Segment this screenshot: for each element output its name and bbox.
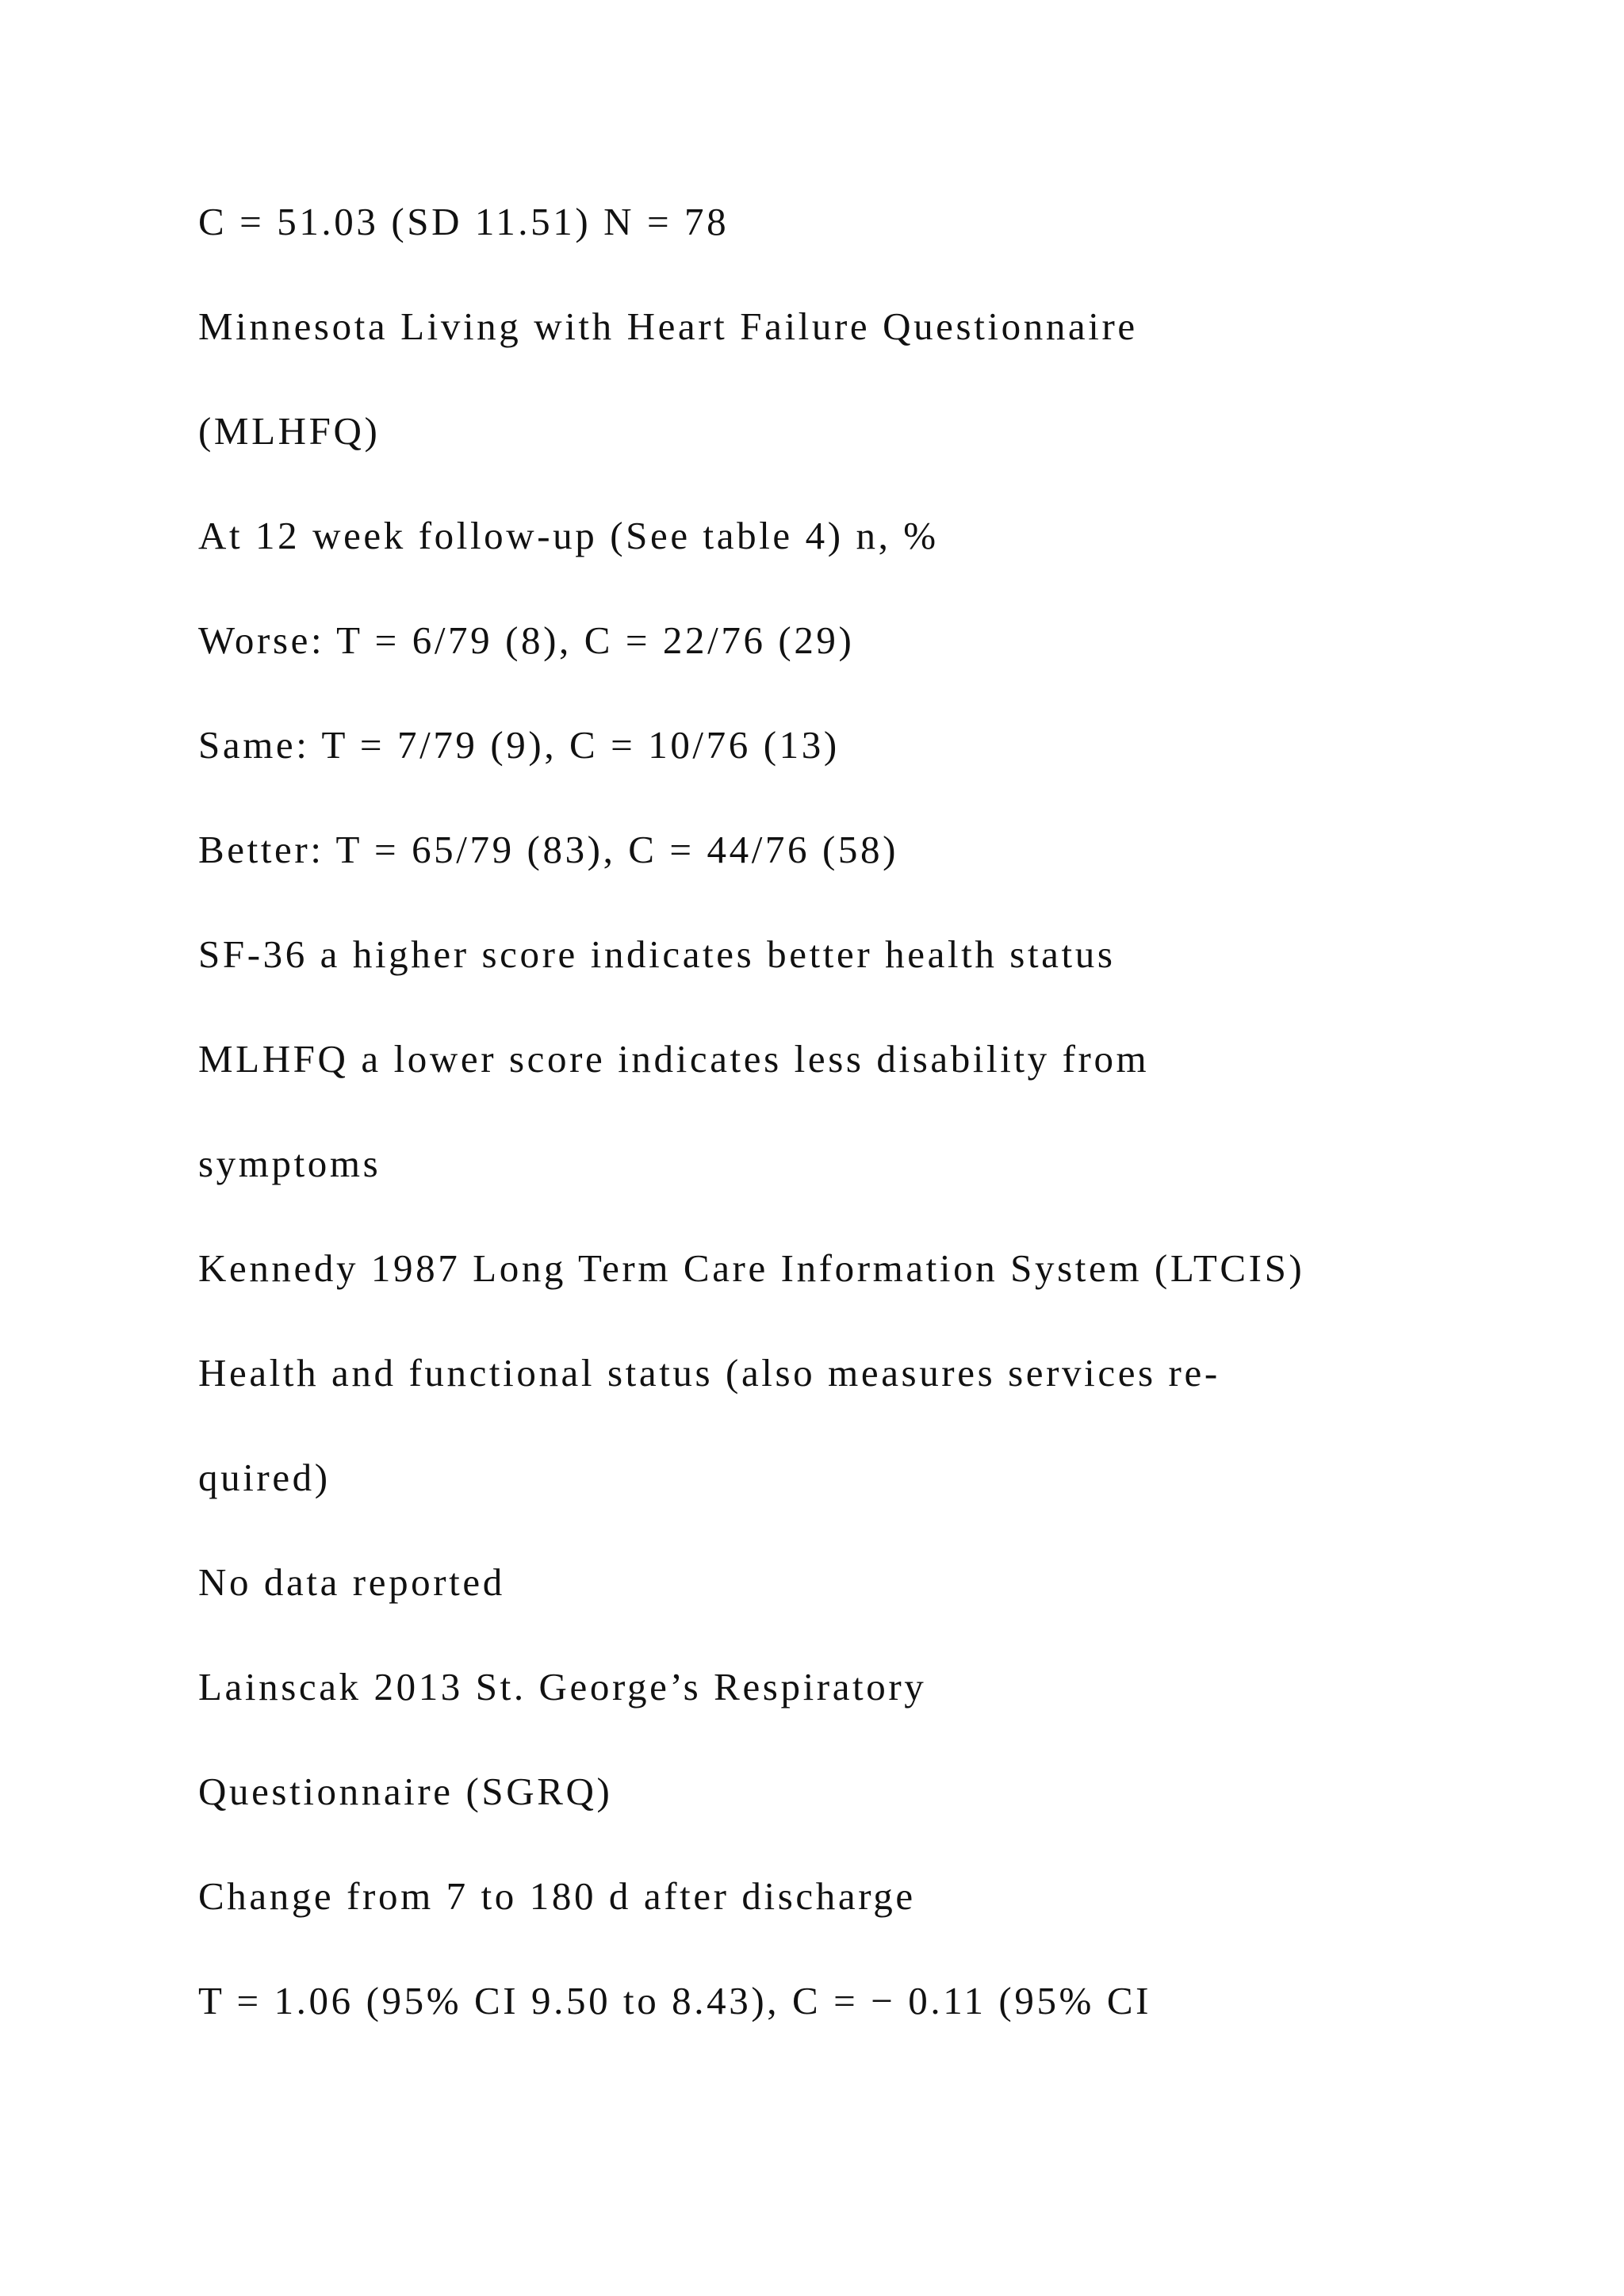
text-line-lainscak: Lainscak 2013 St. George’s Respiratory [198, 1665, 927, 1709]
text-line-followup: At 12 week follow-up (See table 4) n, % [198, 514, 939, 557]
text-line-better: Better: T = 65/79 (83), C = 44/76 (58) [198, 828, 898, 871]
text-line-sd: C = 51.03 (SD 11.51) N = 78 [198, 200, 730, 243]
text-line-ci: T = 1.06 (95% CI 9.50 to 8.43), C = − 0.11 (95% CI [198, 1979, 1152, 2022]
text-line-no-data: No data reported [198, 1560, 505, 1604]
text-line-same: Same: T = 7/79 (9), C = 10/76 (13) [198, 723, 840, 767]
text-line-mlhfq-abbrev: (MLHFQ) [198, 409, 381, 453]
text-line-required: quired) [198, 1456, 331, 1499]
text-line-mlhfq-note: MLHFQ a lower score indicates less disability from [198, 1037, 1150, 1081]
text-line-mlhfq-title: Minnesota Living with Heart Failure Questionnaire [198, 304, 1138, 348]
text-line-symptoms: symptoms [198, 1142, 381, 1185]
text-line-sf36-note: SF-36 a higher score indicates better health status [198, 932, 1116, 976]
text-line-change: Change from 7 to 180 d after discharge [198, 1874, 916, 1918]
text-line-sgrq: Questionnaire (SGRQ) [198, 1770, 613, 1813]
text-line-health-status: Health and functional status (also measures services re- [198, 1351, 1220, 1395]
text-line-worse: Worse: T = 6/79 (8), C = 22/76 (29) [198, 618, 855, 662]
text-line-kennedy: Kennedy 1987 Long Term Care Information System (LTCIS) [198, 1246, 1305, 1290]
